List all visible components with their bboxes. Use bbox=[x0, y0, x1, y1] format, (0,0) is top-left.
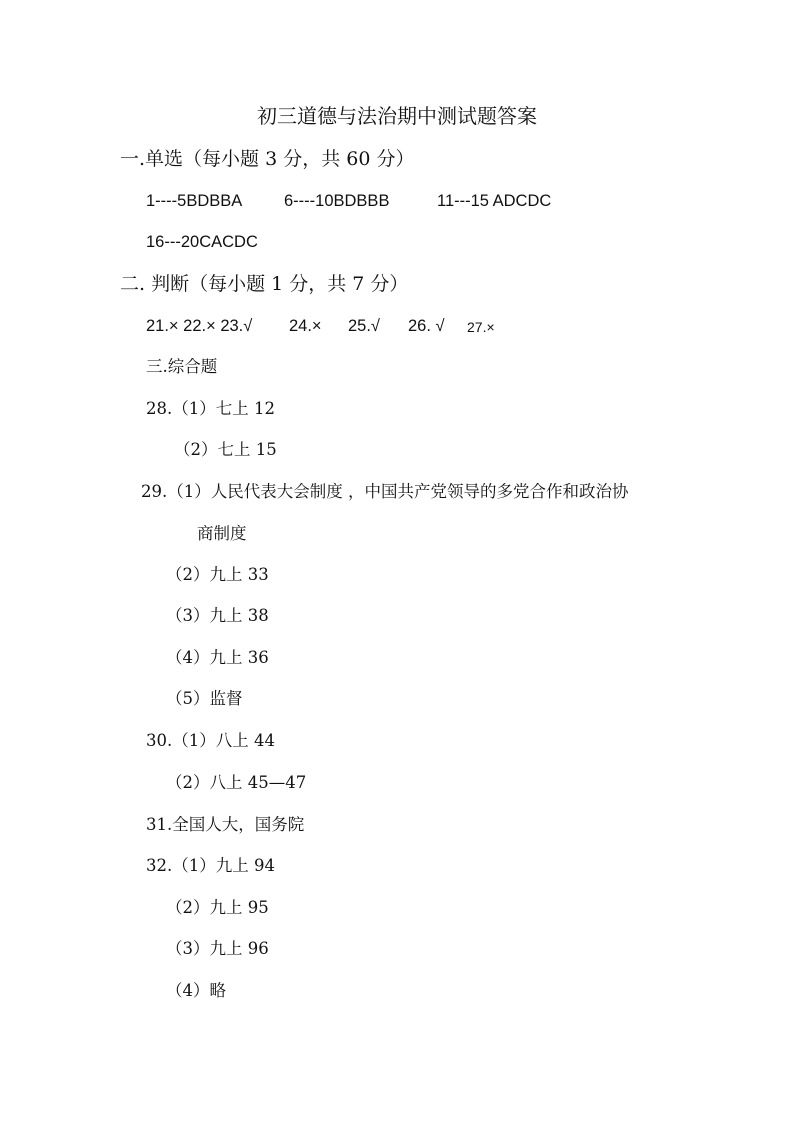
answer-group: 24.× bbox=[289, 317, 322, 335]
answer-group: 16---20CACDC bbox=[146, 233, 258, 251]
answer-line: 30.（1）八上 44 bbox=[146, 731, 275, 750]
answer-line: 31.全国人大，国务院 bbox=[146, 815, 305, 834]
answer-line: 商制度 bbox=[197, 524, 247, 543]
answer-line: （2）七上 15 bbox=[174, 440, 277, 459]
answer-group: 25.√ bbox=[348, 317, 380, 335]
answer-group: 11---15 ADCDC bbox=[437, 192, 552, 210]
answer-group: 26. √ bbox=[408, 317, 445, 335]
answer-line: 32.（1）九上 94 bbox=[146, 856, 275, 875]
answer-line: （2）八上 45—47 bbox=[166, 773, 307, 792]
answer-group: 21.× 22.× 23.√ bbox=[146, 317, 253, 335]
section-2-answers-row bbox=[146, 318, 746, 338]
answer-line: （2）九上 95 bbox=[166, 898, 269, 917]
answer-line: （3）九上 38 bbox=[166, 606, 269, 625]
section-2-heading: 二. 判断（每小题 1 分，共 7 分） bbox=[120, 273, 409, 295]
answer-line: （5）监督 bbox=[166, 689, 243, 708]
section-1-answers-row-1 bbox=[146, 193, 746, 213]
page-title: 初三道德与法治期中测试题答案 bbox=[257, 104, 537, 128]
answer-line: 29.（1）人民代表大会制度 ，中国共产党领导的多党合作和政治协 bbox=[141, 482, 629, 501]
answer-line: （2）九上 33 bbox=[166, 565, 269, 584]
answer-line: （3）九上 96 bbox=[166, 939, 269, 958]
answer-line: 28.（1）七上 12 bbox=[146, 399, 275, 418]
answer-group: 1----5BDBBA bbox=[146, 192, 243, 210]
answer-line: （4）略 bbox=[166, 981, 226, 1000]
section-1-heading: 一.单选（每小题 3 分，共 60 分） bbox=[120, 148, 415, 170]
answer-line: （4）九上 36 bbox=[166, 648, 269, 667]
answer-group: 6----10BDBBB bbox=[284, 192, 390, 210]
section-3-heading: 三.综合题 bbox=[146, 357, 218, 376]
answer-group: 27.× bbox=[467, 319, 495, 335]
